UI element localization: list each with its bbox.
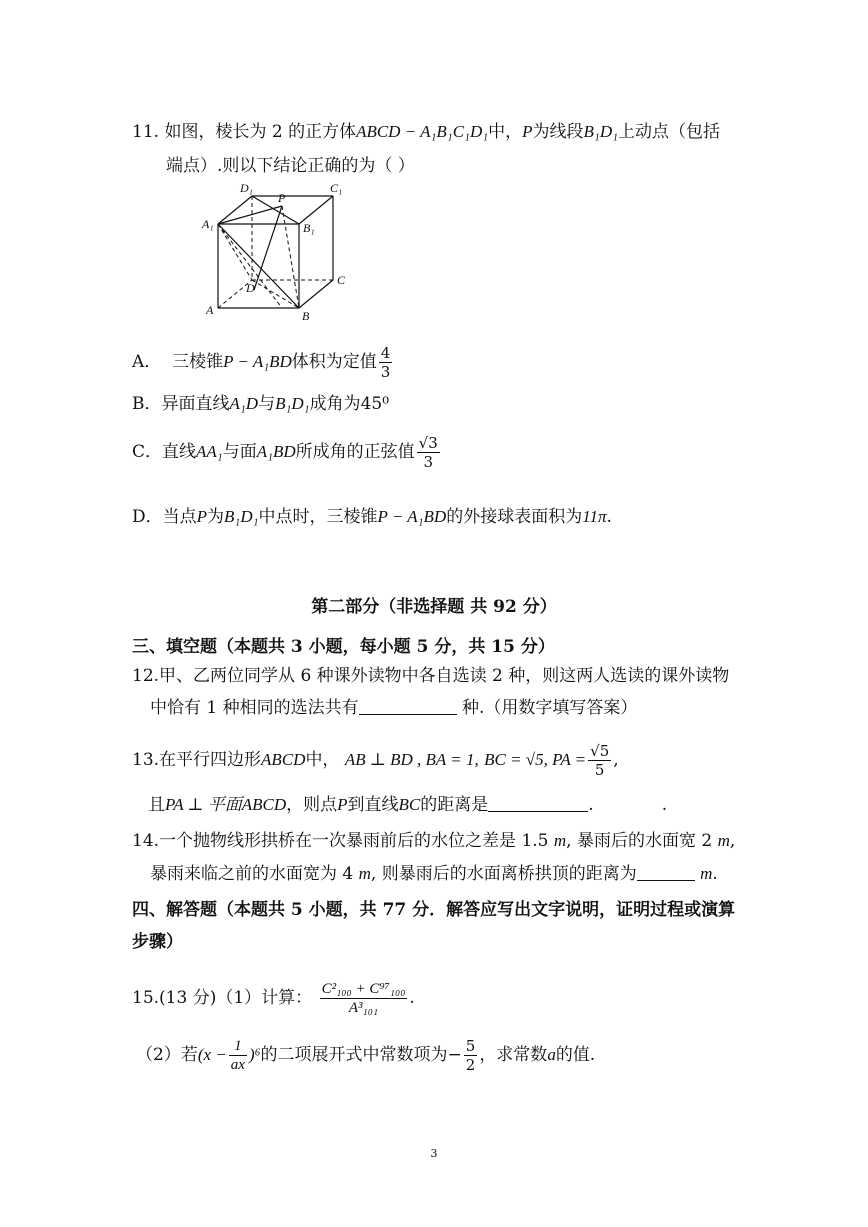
q14-l2-text: 暴雨来临之前的水面宽为 4 bbox=[150, 864, 354, 884]
q15-p2-m1: (x − bbox=[197, 1045, 227, 1064]
option-c-t3: 所成角的正弦值 bbox=[295, 442, 415, 462]
frac-den: ax bbox=[230, 1057, 245, 1073]
q14-line2 bbox=[150, 862, 718, 886]
q13-l2-text: 且 bbox=[148, 795, 165, 815]
q11-text-c: 为线段 bbox=[532, 122, 584, 142]
option-d-t2: 为 bbox=[207, 507, 225, 527]
q11-option-c bbox=[132, 430, 442, 474]
q13-l2-text-b: ，则点 bbox=[286, 795, 338, 815]
label-d1: D₁ bbox=[240, 181, 253, 195]
q11-line1 bbox=[132, 120, 720, 144]
q13-text: 13.在平行四边形 bbox=[132, 750, 262, 770]
diag-d1b1 bbox=[252, 196, 299, 224]
edge-bc bbox=[299, 280, 333, 308]
q13-l2-m1: PA ⊥ 平面ABCD bbox=[165, 795, 287, 814]
q15-p2-text-c: ，求常数 bbox=[479, 1045, 548, 1065]
q13-fraction bbox=[588, 742, 611, 779]
label-a: A bbox=[206, 303, 214, 317]
frac-num: 4 bbox=[380, 344, 391, 362]
q11-option-a bbox=[132, 342, 394, 382]
label-a1: A₁ bbox=[202, 217, 214, 231]
option-d-label: D． bbox=[132, 507, 163, 527]
q15-p2-text-d: 的值. bbox=[555, 1045, 596, 1065]
frac-den: 3 bbox=[423, 453, 433, 471]
hidden-a1d bbox=[218, 224, 252, 280]
q15-p2-minus: − bbox=[447, 1045, 462, 1065]
q14-text-c: , bbox=[729, 831, 736, 851]
q15-fraction bbox=[320, 980, 408, 1017]
q13-l2-p: P bbox=[337, 795, 348, 814]
q11-segment: B₁D₁ bbox=[583, 122, 619, 141]
section3-title: 三、填空题（本题共 3 小题，每小题 5 分，共 15 分） bbox=[132, 637, 555, 657]
q11-option-b bbox=[132, 392, 389, 416]
option-a-label: A． bbox=[132, 352, 162, 372]
q15-p2-var: a bbox=[547, 1045, 556, 1064]
frac-num: 1 bbox=[229, 1037, 247, 1056]
frac-num: 5 bbox=[465, 1037, 476, 1055]
option-c-m2: A₁BD bbox=[256, 442, 296, 461]
option-d-p: P bbox=[196, 507, 208, 526]
option-b-t3: 成角为 bbox=[309, 394, 361, 414]
label-d: D bbox=[246, 281, 255, 295]
option-b-text: 异面直线 bbox=[161, 394, 230, 414]
q14-l2-end: . bbox=[712, 864, 718, 884]
frac-num: C²₁₀₀ + C⁹⁷₁₀₀ bbox=[321, 981, 406, 997]
option-b-m2: B₁D₁ bbox=[275, 394, 310, 413]
q13-l2-text-c: 到直线 bbox=[347, 795, 399, 815]
q12-line1: 12.甲、乙两位同学从 6 种课外读物中各自选读 2 种，则这两人选读的课外读物 bbox=[132, 666, 730, 686]
frac-den: A³₁₀₁ bbox=[348, 1000, 379, 1016]
q15-p2-const-fraction bbox=[464, 1037, 478, 1074]
section4-title-line2: 步骤） bbox=[132, 932, 183, 952]
q11-option-d bbox=[132, 505, 612, 529]
label-p: P bbox=[278, 191, 286, 205]
label-c: C bbox=[337, 273, 346, 287]
q12-text: 中恰有 1 种相同的选法共有 bbox=[150, 698, 359, 718]
q11-text-d: 上动点（包括 bbox=[618, 122, 721, 142]
part2-title-text: 第二部分（非选择题 共 92 分） bbox=[311, 597, 557, 617]
option-d-end: . bbox=[606, 507, 612, 527]
q13-l2-dot: . bbox=[588, 795, 594, 815]
q13-line2 bbox=[148, 793, 667, 817]
q15-line1 bbox=[132, 975, 415, 1021]
q13-l2-text-d: 的距离是 bbox=[420, 795, 489, 815]
q15-line2 bbox=[136, 1033, 595, 1077]
q13-answer-blank[interactable] bbox=[488, 793, 588, 812]
q11-point-p: P bbox=[522, 122, 533, 141]
q13-text-b: 中， bbox=[305, 750, 340, 770]
option-d-m2: P − A₁BD bbox=[377, 507, 447, 526]
cube-figure bbox=[196, 180, 366, 325]
label-b: B bbox=[302, 309, 310, 323]
q14-line1 bbox=[132, 829, 735, 853]
option-a-fraction bbox=[379, 344, 393, 381]
edge-b1c1 bbox=[299, 196, 333, 224]
option-d-t4: 的外接球表面积为 bbox=[446, 507, 583, 527]
option-c-fraction bbox=[417, 434, 440, 471]
option-c-text: 直线 bbox=[162, 442, 197, 462]
option-d-t3: 中点时，三棱锥 bbox=[258, 507, 378, 527]
option-c-m1: AA₁ bbox=[196, 442, 223, 461]
q14-unit: m bbox=[553, 831, 567, 850]
q11-cube-name: ABCD − A₁B₁C₁D₁ bbox=[356, 122, 489, 141]
q13-m2: AB ⊥ BD , BA = 1, bbox=[344, 750, 479, 769]
option-b-m1: A₁D bbox=[229, 394, 259, 413]
section4-title-line1: 四、解答题（本题共 5 小题，共 77 分．解答应写出文字说明，证明过程或演算 bbox=[132, 900, 736, 920]
option-c-label: C． bbox=[132, 442, 163, 462]
q13-m3: BC = √5, PA = bbox=[484, 750, 587, 769]
label-b1: B₁ bbox=[303, 221, 315, 235]
option-a-math: P − A₁BD bbox=[223, 352, 292, 371]
q13-end: , bbox=[613, 750, 619, 770]
q15-text: 15.(13 分)（1）计算： bbox=[132, 988, 313, 1008]
q14-l2-unit: m bbox=[358, 864, 371, 883]
q14-text-b: , 暴雨后的水面宽 2 bbox=[566, 831, 713, 851]
option-a-text2: 体积为定值 bbox=[291, 352, 377, 372]
seg-a1p bbox=[218, 206, 282, 224]
frac-den: 3 bbox=[380, 363, 391, 381]
frac-num: √3 bbox=[418, 434, 438, 452]
q11-text: 11. 如图，棱长为 2 的正方体 bbox=[132, 122, 357, 142]
option-d-m1: B₁D₁ bbox=[224, 507, 259, 526]
option-b-label: B． bbox=[132, 394, 162, 414]
q12-text-b: 种.（用数字填写答案） bbox=[456, 698, 638, 718]
q13-m1: ABCD bbox=[261, 750, 306, 769]
q13-l2-m2: BC bbox=[398, 795, 421, 814]
q13-l2-dot2: . bbox=[661, 795, 668, 815]
q15-p2-text: （2）若 bbox=[136, 1045, 198, 1065]
label-c1: C₁ bbox=[330, 181, 343, 195]
q14-l2-text-b: , 则暴雨后的水面离桥拱顶的距离为 bbox=[370, 864, 637, 884]
frac-den: 2 bbox=[465, 1056, 476, 1074]
frac-num: √5 bbox=[590, 742, 610, 760]
q15-p2-fraction bbox=[229, 1037, 247, 1074]
q15-end: . bbox=[409, 988, 415, 1008]
frac-den: 5 bbox=[594, 761, 605, 779]
q15-p2-m2: )⁶ bbox=[248, 1045, 261, 1064]
q14-answer-blank[interactable] bbox=[637, 862, 695, 881]
option-b-value: 45⁰ bbox=[360, 394, 390, 414]
option-a-text: 三棱锥 bbox=[172, 352, 224, 372]
page-number bbox=[0, 1142, 868, 1166]
part2-title bbox=[0, 595, 868, 619]
q13-line1 bbox=[132, 738, 619, 782]
q12-line2 bbox=[150, 696, 637, 720]
option-d-value: 11π bbox=[582, 507, 607, 526]
option-c-t2: 与面 bbox=[222, 442, 257, 462]
q14-l2-unit2: m bbox=[700, 864, 713, 883]
option-d-text: 当点 bbox=[162, 507, 197, 527]
q12-answer-blank[interactable] bbox=[359, 696, 457, 715]
q15-p2-text-b: 的二项展开式中常数项为 bbox=[260, 1045, 448, 1065]
q14-text: 14.一个抛物线形拱桥在一次暴雨前后的水位之差是 1.5 bbox=[132, 831, 549, 851]
page-number-text: 3 bbox=[430, 1147, 438, 1160]
q11-text-b: 中， bbox=[488, 122, 523, 142]
q14-unit2: m bbox=[717, 831, 730, 850]
option-b-t2: 与 bbox=[258, 394, 276, 414]
q11-line2: 端点）.则以下结论正确的为（ ） bbox=[166, 156, 415, 176]
